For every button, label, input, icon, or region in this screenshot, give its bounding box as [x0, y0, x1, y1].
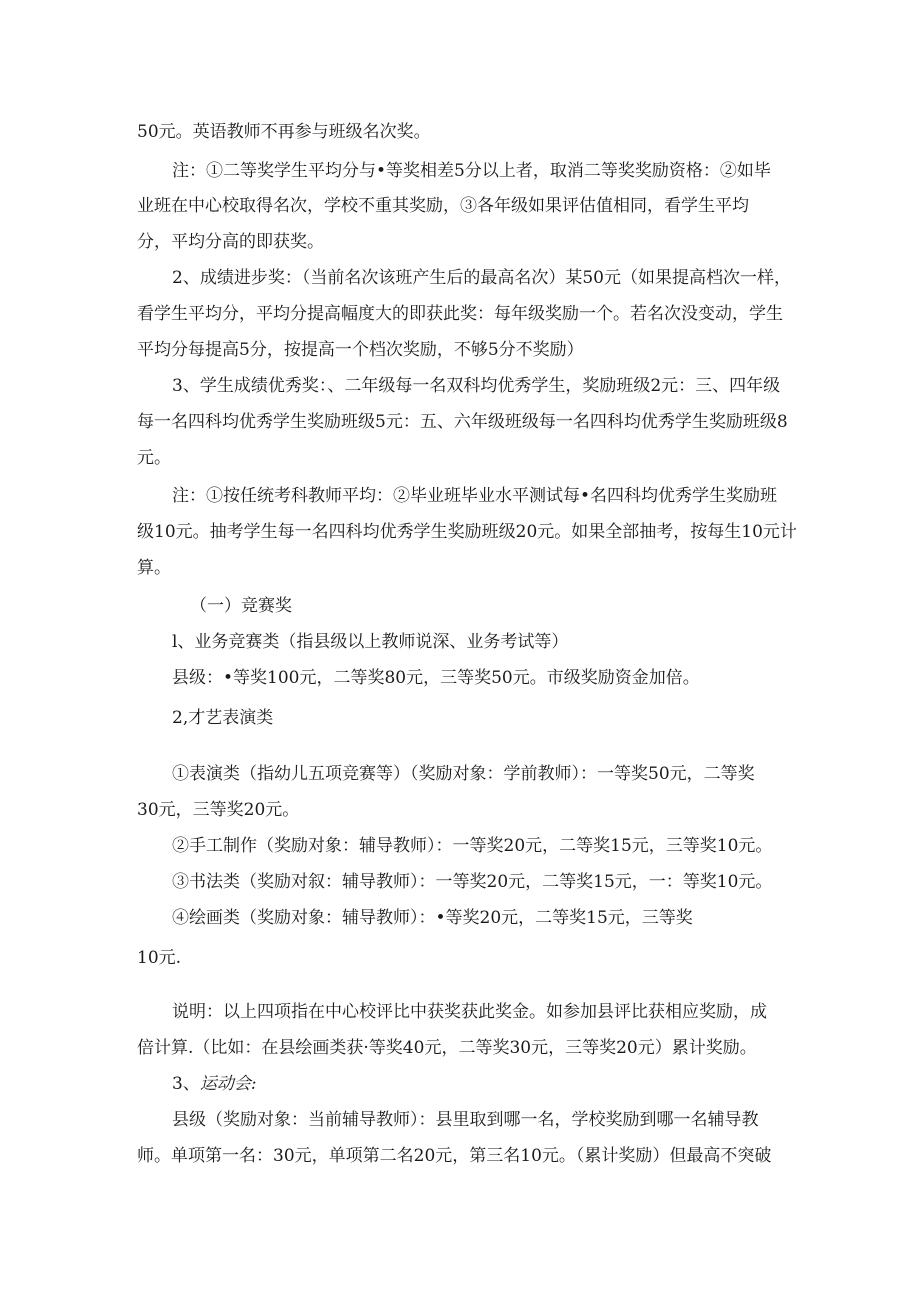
section-heading: （一）竞赛奖 — [190, 596, 292, 616]
text-line: ④绘画类（奖励对象：辅导教师）：•等奖20元，二等奖15元，三等奖 — [172, 908, 693, 928]
text-line: 师。单项第一名：30元，单项第二名20元，第三名10元。（累计奖励）但最高不突破 — [137, 1146, 772, 1166]
text-line — [172, 1072, 257, 1096]
text-line: 县级：•等奖100元，二等奖80元，三等奖50元。市级奖励资金加倍。 — [172, 668, 700, 688]
text-line: 级10元。抽考学生每一名四科均优秀学生奖励班级20元。如果全部抽考，按每生10元计 — [137, 522, 797, 542]
section-title-italic: 运动会: — [199, 1074, 257, 1094]
text-line: 元。 — [137, 448, 171, 468]
text-line: 2、成绩进步奖：（当前名次该班产生后的最高名次）某50元（如果提高档次一样， — [172, 268, 791, 288]
text-line: 10元. — [137, 948, 182, 968]
text-line: l、业务竞赛类（指县级以上教师说深、业务考试等） — [172, 632, 569, 652]
text-line: 30元，三等奖20元。 — [137, 800, 300, 820]
text-line: 2,才艺表演类 — [172, 708, 274, 728]
text-line: 分，平均分高的即获奖。 — [137, 232, 324, 252]
text-line: 3、学生成绩优秀奖：、二年级每一名双科均优秀学生，奖励班级2元：三、四年级 — [172, 376, 781, 396]
section-number: 3、 — [172, 1074, 200, 1094]
text-line: ①表演类（指幼儿五项竞赛等）（奖励对象：学前教师）：一等奖50元，二等奖 — [172, 764, 755, 784]
text-line: 注：①二等奖学生平均分与•等奖相差5分以上者，取消二等奖奖励资格：②如毕 — [172, 161, 771, 181]
text-line: 算。 — [137, 558, 171, 578]
text-line: 说明：以上四项指在中心校评比中获奖获此奖金。如参加县评比获相应奖励，成 — [172, 1002, 767, 1022]
text-line: 每一名四科均优秀学生奖励班级5元：五、六年级班级每一名四科均优秀学生奖励班级8 — [137, 412, 788, 432]
text-line: 注：①按任统考科教师平均：②毕业班毕业水平测试每•名四科均优秀学生奖励班 — [172, 486, 778, 506]
text-line: 倍计算.（比如：在县绘画类获·等奖40元，二等奖30元，三等奖20元）累计奖励。 — [137, 1038, 757, 1058]
text-line: ③书法类（奖励对叙：辅导教师）：一等奖20元，二等奖15元，一：等奖10元。 — [172, 872, 773, 892]
text-line: 看学生平均分，平均分提高幅度大的即获此奖：每年级奖励一个。若名次没变动，学生 — [137, 304, 783, 324]
text-line: ②手工制作（奖励对象：辅导教师）：一等奖20元，二等奖15元，三等奖10元。 — [172, 836, 773, 856]
text-line: 县级（奖励对象：当前辅导教师）：县里取到哪一名，学校奖励到哪一名辅导教 — [172, 1110, 759, 1130]
text-line: 平均分每提高5分，按提高一个档次奖励，不够5分不奖励） — [137, 340, 584, 360]
text-line: 50元。英语教师不再参与班级名次奖。 — [137, 122, 431, 142]
text-line: 业班在中心校取得名次，学校不重其奖励，③各年级如果评估值相同，看学生平均 — [137, 196, 749, 216]
